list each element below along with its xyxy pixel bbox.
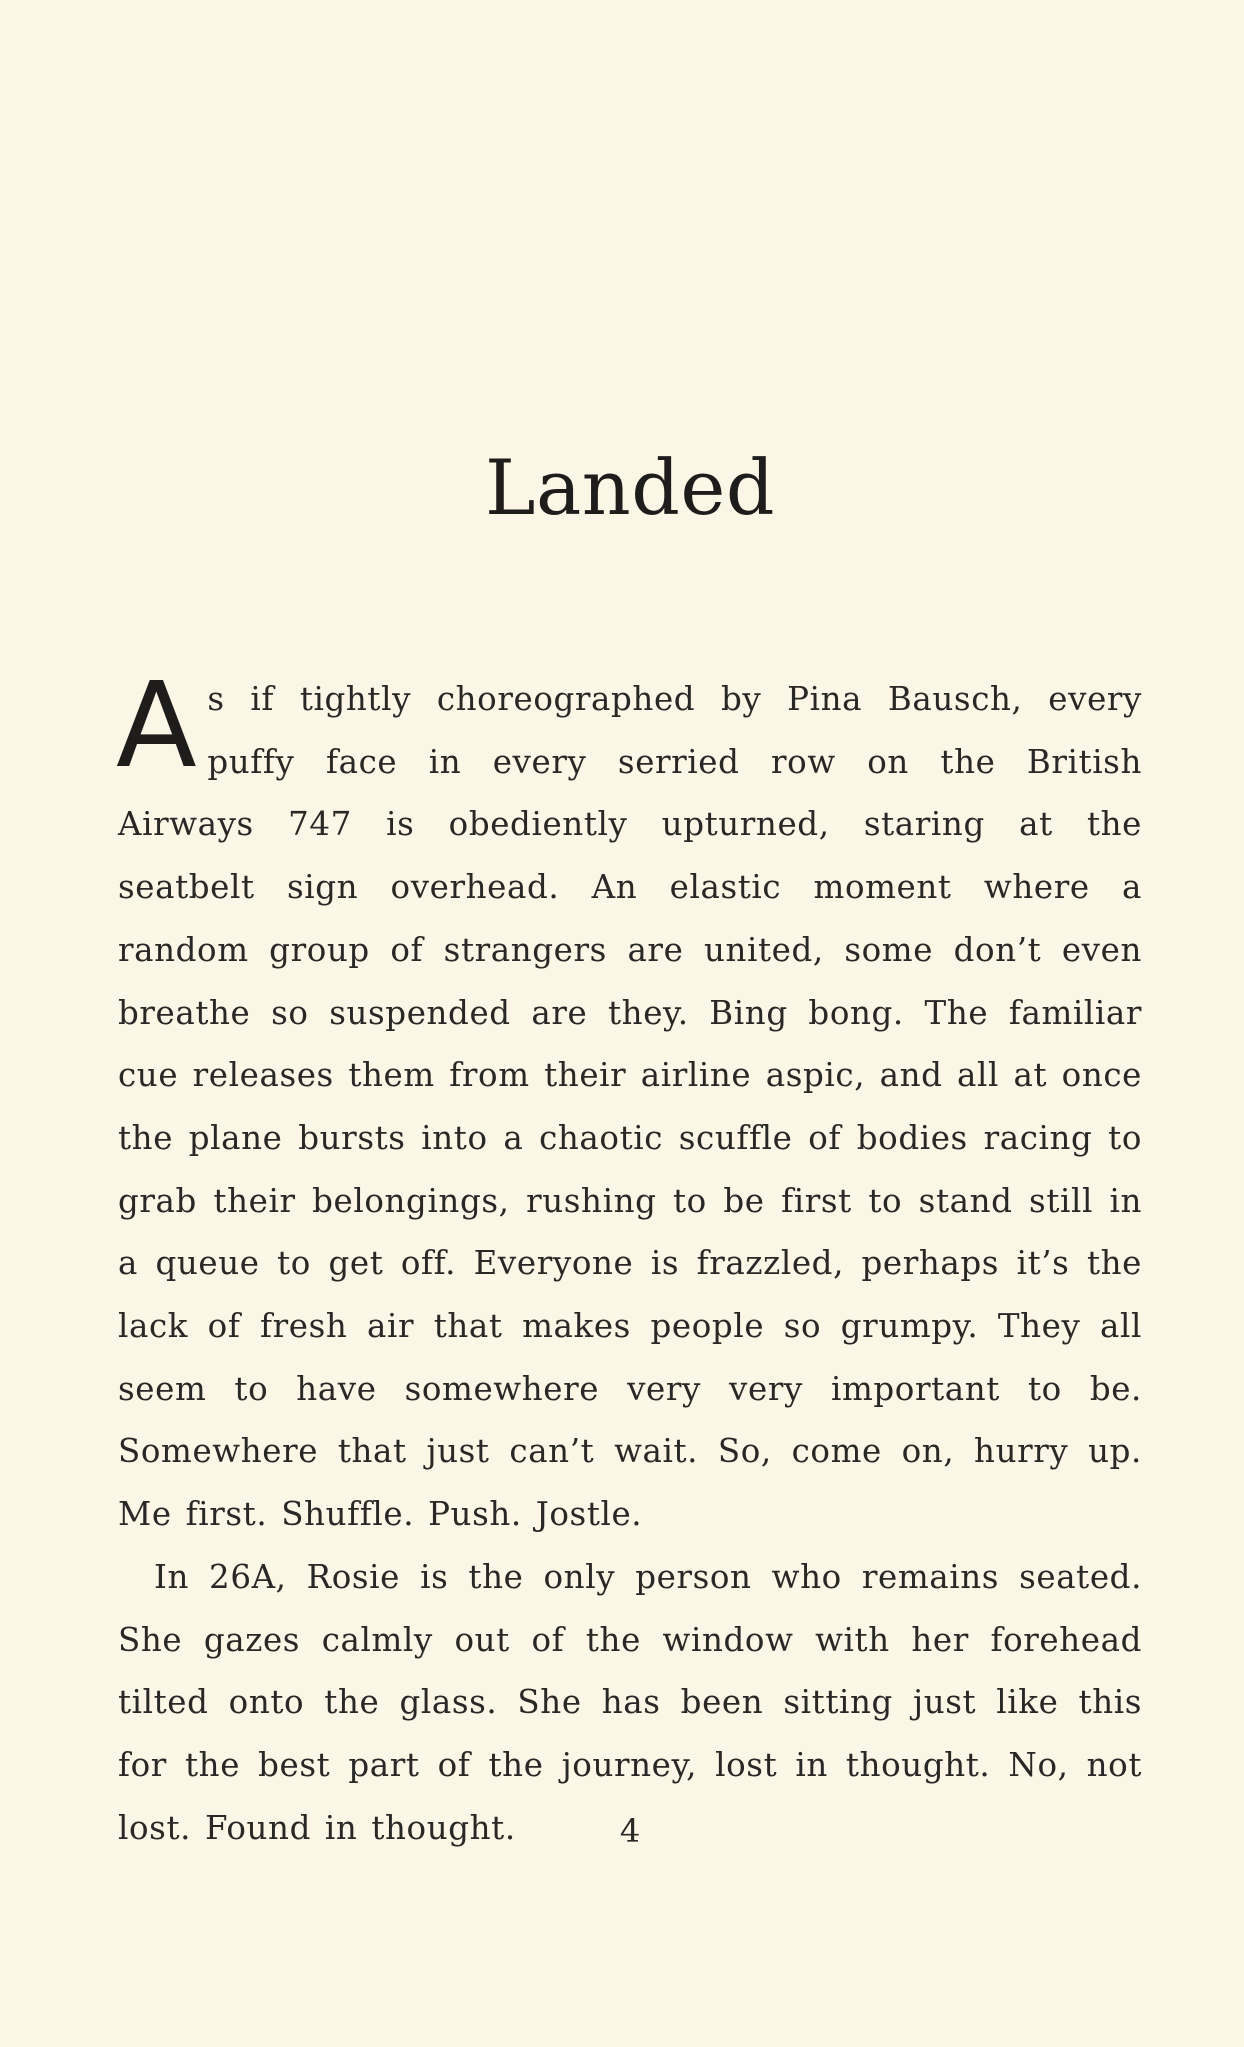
- drop-cap: A: [116, 656, 198, 794]
- paragraph-2: In 26A, Rosie is the only person who remains seated. She gazes calmly out of the window with her forehead tilted onto the glass. She has been sitting just like this for the best part of the journey, lost in thought. No, not lost. Found in thought.: [118, 1557, 1142, 1847]
- paragraph-1-text: s if tightly choreographed by Pina Bausch, every puffy face in every serried row on the British Airways 747 is obediently upturned, staring at the seatbelt sign overhead. An elastic moment where a random group of strangers are united, some don’t even breathe so suspended are they. Bing bong. The familiar cue releases them from their airline aspic, and all at once the plane bursts into a chaotic scuffle of bodies racing to grab their belongings, rushing to be first to stand still in a queue to get off. Everyone is frazzled, perhaps it’s the lack of fresh air that makes people so grumpy. They all seem to have somewhere very very important to be. Somewhere that just can’t wait. So, come on, hurry up. Me first. Shuffle. Push. Jostle.: [118, 680, 1142, 1534]
- paragraph-1: [116, 656, 1142, 1546]
- body-text: [116, 656, 1142, 1859]
- page-number: 4: [619, 1812, 641, 1850]
- chapter-title: Landed: [484, 442, 775, 532]
